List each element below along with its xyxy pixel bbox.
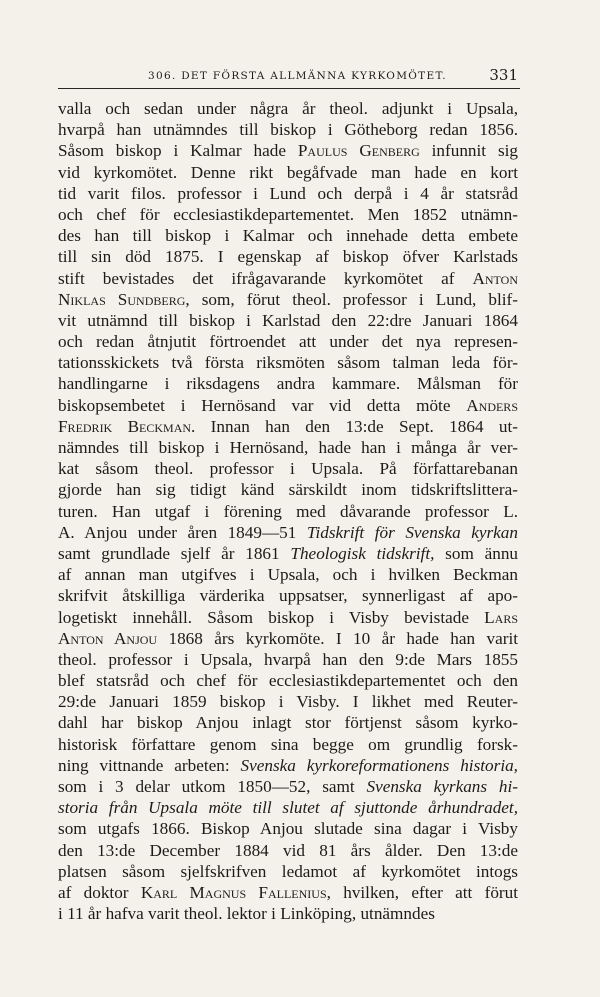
text-line: 29:de Januari 1859 biskop i Visby. I likhet med Reuter- — [58, 692, 518, 712]
text-line: och chef för ecclesiastikdepartementet. Men 1852 utnämn- — [58, 204, 518, 224]
text-line: valla och sedan under några år theol. adjunkt i Upsala, — [58, 99, 518, 118]
text-line: som utgafs 1866. Biskop Anjou slutade sina dagar i Visby — [58, 819, 518, 839]
text-line: theol. professor i Upsala, hvarpå han den 9:de Mars 1855 — [58, 649, 518, 669]
text-line: Anton Anjou 1868 års kyrkomöte. I 10 år hade han varit — [58, 628, 519, 648]
book-title: storia från Upsala möte till slutet af sjuttonde århundradet, — [58, 798, 518, 818]
person-name: Anton — [472, 268, 518, 288]
text-line: tationsskickets två första riksmöten såsom talman leda för- — [58, 353, 518, 373]
text-line: kat såsom theol. professor i Upsala. På författarebanan — [58, 459, 518, 479]
person-name: Niklas Sundberg — [58, 289, 186, 309]
book-title: Svenska kyrkoreformationens historia, — [240, 755, 518, 775]
text-line: handlingarne i riksdagens andra kammare. Målsman för — [58, 374, 518, 394]
text-line: nämndes till biskop i Hernösand, hade han i många år ver- — [58, 438, 518, 457]
person-name: Lars — [484, 607, 518, 627]
text-line: tid varit filos. professor i Lund och derpå i 4 år statsråd — [58, 183, 518, 203]
text-line: gjorde han sig tidigt känd särskildt inom tidskriftslittera- — [58, 480, 518, 500]
text-line: vit utnämnd till biskop i Karlstad den 22:dre Januari 1864 — [58, 310, 518, 330]
text-line: och redan åtnjutit förtroendet att under det nya represen- — [58, 332, 518, 352]
person-name: Paulus Genberg — [297, 141, 420, 161]
text-line: blef statsråd och chef för ecclesiastikdepartementet och den — [58, 671, 518, 691]
text-line: stift bevistades det ifrågavarande kyrkomötet af Anton — [58, 268, 518, 288]
book-title: Svenska kyrkans hi- — [366, 777, 518, 796]
text-line: dahl har biskop Anjou inlagt stor förtjenst såsom kyrko- — [58, 713, 518, 733]
journal-title: Tidskrift för Svenska kyrkan — [306, 522, 518, 542]
text-line: ning vittnande arbeten: Svenska kyrkoreformationens historia, — [58, 755, 518, 775]
body-text — [58, 98, 518, 924]
text-line: biskopsembetet i Hernösand var vid detta möte Anders — [58, 395, 518, 415]
page-header — [58, 66, 520, 89]
text-line: vid kyrkomötet. Denne rikt begåfvade man hade en kort — [58, 162, 518, 182]
text-line: Fredrik Beckman. Innan han den 13:de Sept. 1864 ut- — [58, 416, 518, 436]
text-line: den 13:de December 1884 vid 81 års ålder. Den 13:de — [58, 840, 518, 860]
person-name: Anders — [466, 395, 518, 415]
text-line: af doktor Karl Magnus Fallenius, hvilken, efter att förut — [58, 882, 519, 902]
text-line — [58, 797, 518, 818]
person-name: Fredrik Beckman — [58, 416, 192, 436]
text-line: i 11 år hafva varit theol. lektor i Linköping, utnämndes — [58, 904, 435, 924]
text-line: logetiskt innehåll. Såsom biskop i Visby bevistade Lars — [58, 607, 518, 627]
text-line: historisk författare genom sina begge om grundlig forsk- — [58, 734, 518, 754]
text-line: turen. Han utgaf i förening med dåvarande professor L. — [58, 501, 518, 521]
person-name: Karl Magnus Fallenius — [140, 882, 327, 902]
text-line: des han till biskop i Kalmar och innehade detta embete — [58, 226, 518, 246]
text-line: hvarpå han utnämndes till biskop i Götheborg redan 1856. — [58, 120, 518, 140]
text-line: som i 3 delar utkom 1850—52, samt Svenska kyrkans hi- — [58, 777, 518, 796]
page-number: 331 — [489, 66, 518, 84]
running-head: 306. DET FÖRSTA ALLMÄNNA KYRKOMÖTET. — [148, 70, 447, 82]
text-line: af annan man utgifves i Upsala, och i hvilken Beckman — [58, 565, 518, 585]
text-line: till sin död 1875. I egenskap af biskop öfver Karlstads — [58, 247, 518, 267]
text-line: skrifvit åtskilliga värderika uppsatser, synnerligast af apo- — [58, 586, 518, 606]
text-line: A. Anjou under åren 1849—51 Tidskrift för Svenska kyrkan — [58, 522, 518, 542]
text-line: platsen såsom sjelfskrifven ledamot af kyrkomötet intogs — [58, 861, 518, 881]
journal-title: Theologisk tidskrift, — [290, 543, 435, 563]
person-name: Anton Anjou — [58, 628, 158, 648]
text-line: samt grundlade sjelf år 1861 Theologisk tidskrift, som ännu — [58, 543, 519, 563]
text-line: Såsom biskop i Kalmar hade Paulus Genberg infunnit sig — [58, 141, 519, 161]
text-line: Niklas Sundberg, som, förut theol. professor i Lund, blif- — [58, 289, 518, 309]
